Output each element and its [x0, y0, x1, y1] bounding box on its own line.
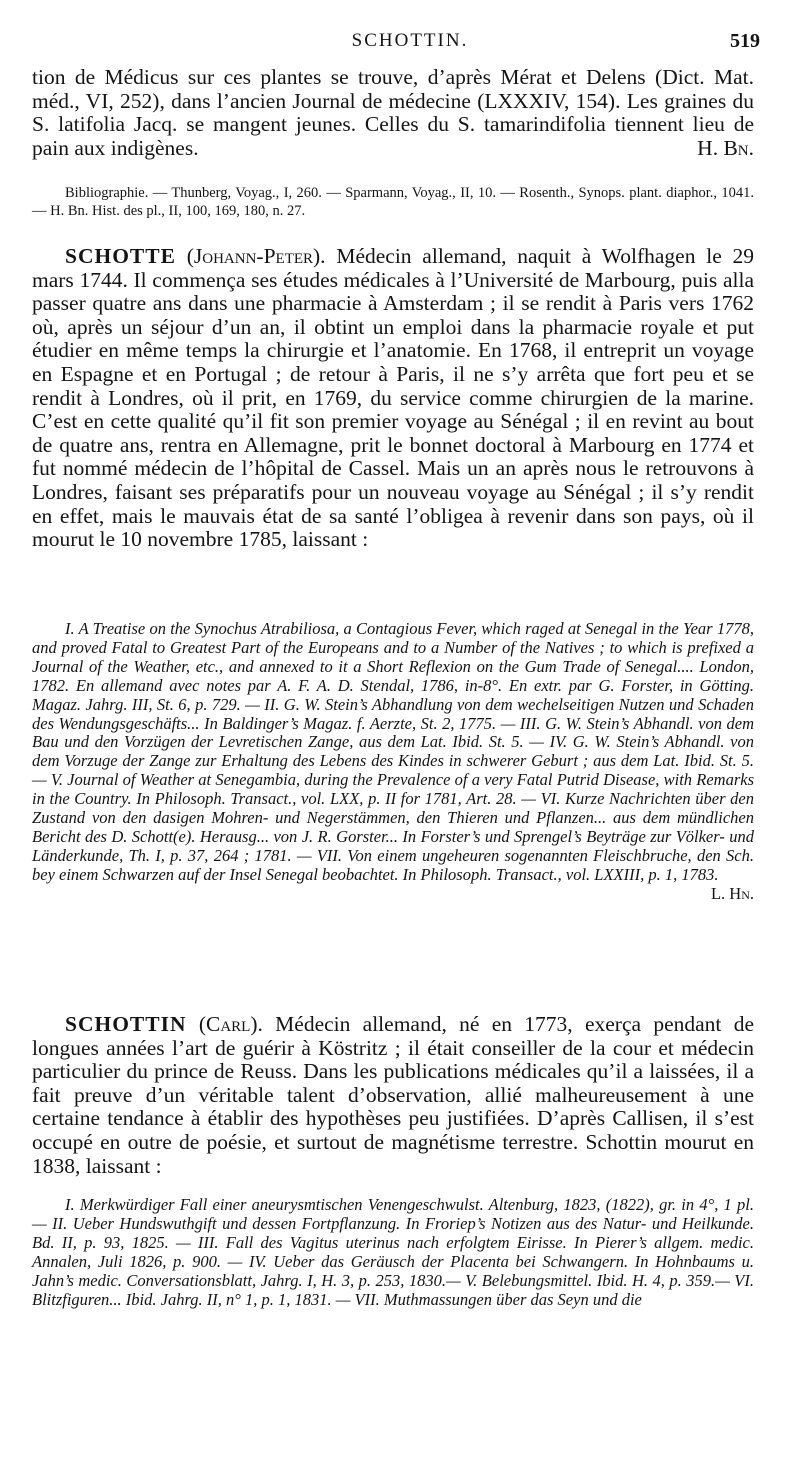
previous-entry-text: tion de Médicus sur ces plantes se trouve, d’après Mérat et Delens (Dict. Mat. méd., VI, 252), dans l’ancien Journal de médecine (LXXXIV, 154). Les graines du S. latifolia Jacq. se mangent jeunes. Celles du S. tamarindifolia tiennent lieu de pain aux indigènes.	[32, 65, 754, 160]
previous-entry-signature: H. Bn.	[697, 135, 754, 160]
page-header	[60, 30, 760, 58]
entry-schottin-works	[32, 1196, 754, 1309]
previous-entry-continuation	[32, 66, 754, 160]
entry-headword: SCHOTTIN	[65, 1012, 187, 1036]
running-head: SCHOTTIN.	[351, 30, 469, 51]
page-number: 519	[730, 30, 760, 52]
entry-forename: (Carl).	[198, 1012, 263, 1036]
entry-signature: L. Hn.	[710, 883, 754, 903]
entry-schottin	[32, 1013, 754, 1178]
entry-forename: (Johann-Peter).	[186, 244, 326, 268]
entry-schotte	[32, 245, 754, 552]
entry-body: Médecin allemand, né en 1773, exerça pendant de longues années l’art de guérir à Köstritz ; il était conseiller de la cour et médecin particulier du prince de Reuss. Dans les publications médicales qu’il a laissées, il a fait preuve d’un véritable talent d’observation, allié malheureusement à une certaine tendance à établir des hypothèses peu justifiées. D’après Callisen, il s’est occupé en outre de poésie, et surtout de magnétisme terrestre. Schottin mourut en 1838, laissant :	[32, 1012, 754, 1178]
works-list: I. Merkwürdiger Fall einer aneurysmtischen Venengeschwulst. Altenburg, 1823, (1822), gr. in 4°, 1 pl. — II. Ueber Hundswuthgift und dessen Fortpflanzung. In Froriep’s Notizen aus des Natur- und Heilkunde. Bd. II, p. 93, 1825. — III. Fall des Vagitus uterinus nach erfolgtem Eirisse. In Pierer’s allgem. medic. Annalen, Juli 1826, p. 900. — IV. Ueber das Geräusch der Placenta bei Schwangern. In Hohnbaums u. Jahn’s medic. Conversationsblatt, Jahrg. I, H. 3, p. 253, 1830.— V. Belebungsmittel. Ibid. H. 4, p. 359.— VI. Blitzfiguren... Ibid. Jahrg. II, n° 1, p. 1, 1831. — VII. Muthmassungen über das Seyn und die	[32, 1195, 754, 1309]
works-list: I. A Treatise on the Synochus Atrabiliosa, a Contagious Fever, which raged at Senegal in the Year 1778, and proved Fatal to Greatest Part of the Europeans and to a Number of the Natives ; to which is prefixed a Journal of the Weather, etc., and annexed to it a Short Reflexion on the Gum Trade of Senegal.... London, 1782. En allemand avec notes par A. F. A. D. Stendal, 1786, in-8°. En extr. par G. Forster, in Götting. Magaz. Jahrg. III, St. 6, p. 729. — II. G. W. Stein’s Abhandlung von dem wechelseitigen Nutzen und Schaden des Wendungsgeschäfts... In Baldinger’s Magaz. f. Aerzte, St. 2, 1775. — III. G. W. Stein’s Abhandl. von dem Bau und den Vorzügen der Levretischen Zange, aus dem Lat. Ibid. St. 5. — IV. G. W. Stein’s Abhandl. von dem Vorzuge der Zange zur Erhaltung des Lebens des Kindes in schwerer Geburt ; aus dem Lat. Ibid. St. 5. — V. Journal of Weather at Senegambia, during the Prevalence of a very Fatal Putrid Disease, with Remarks in the Country. In Philosoph. Transact., vol. LXX, p. II for 1781, Art. 28. — VI. Kurze Nachrichten über den Zustand von den dasigen Mohren- und Negerstämmen, den Thieren und Pflanzen... aus dem mündlichen Bericht des D. Schott(e). Herausg... von J. R. Gorster... In Forster’s und Sprengel’s Beyträge zur Völker- und Länderkunde, Th. I, p. 37, 264 ; 1781. — VII. Von einem ungeheuren sogenannten Fleischbruche, den Sch. bey einem Schwarzen auf der Insel Senegal beobachtet. In Philosoph. Transact., vol. LXXIII, p. 1, 1783.	[32, 619, 754, 884]
entry-headword: SCHOTTE	[65, 244, 176, 268]
previous-entry-bibliography: Bibliographie. — Thunberg, Voyag., I, 260. — Sparmann, Voyag., II, 10. — Rosenth., Synops. plant. diaphor., 1041. — H. Bn. Hist. des pl., II, 100, 169, 180, n. 27.	[32, 185, 754, 219]
entry-body: Médecin allemand, naquit à Wolfhagen le 29 mars 1744. Il commença ses études médicales à l’Université de Marbourg, puis alla passer quatre ans dans une pharmacie à Amsterdam ; il se rendit à Paris vers 1762 où, après un séjour d’un an, il obtint un emploi dans la pharmacie royale et put étudier en même temps la chirurgie et l’anatomie. En 1768, il entreprit un voyage en Espagne et en Portugal ; de retour à Paris, il ne s’y arrêta que fort peu et se rendit à Londres, où il prit, en 1769, du service comme chirurgien de la marine. C’est en cette qualité qu’il fit son premier voyage au Sénégal ; il en revint au bout de quatre ans, rentra en Allemagne, prit le bonnet doctoral à Marbourg en 1774 et fut nommé médecin de l’hôpital de Cassel. Mais un an après nous le retrouvons à Londres, faisant ses préparatifs pour un nouveau voyage au Sénégal ; il s’y rendit en effet, mais le mauvais état de sa santé l’obligea à revenir dans son pays, où il mourut le 10 novembre 1785, laissant :	[32, 244, 755, 552]
entry-schotte-works	[32, 620, 754, 904]
